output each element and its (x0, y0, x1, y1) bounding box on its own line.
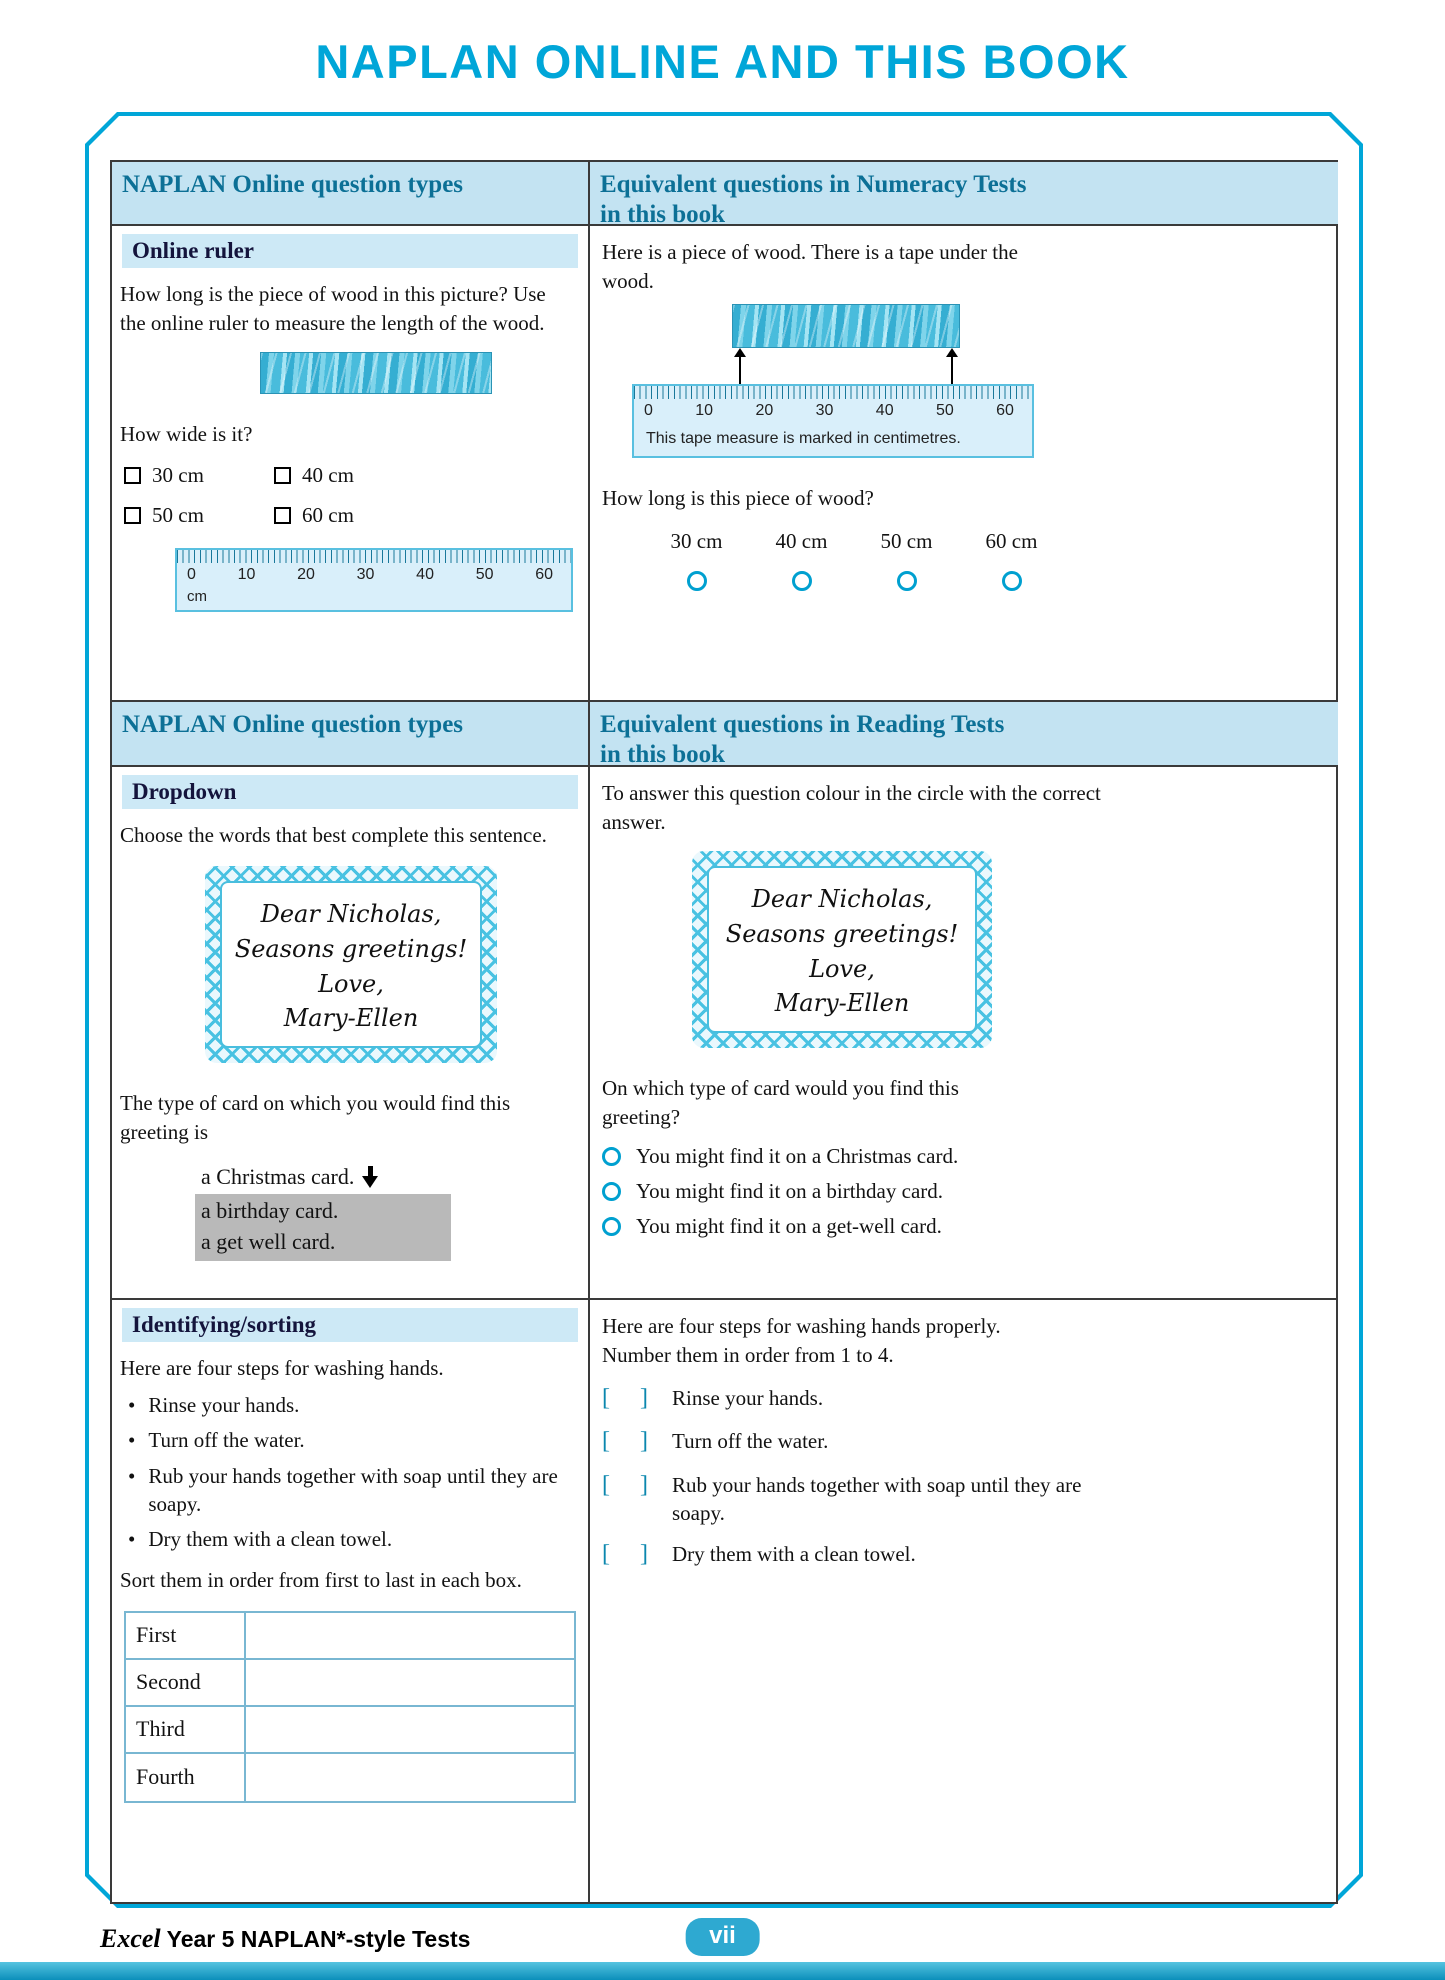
header-online-types-2-text: NAPLAN Online question types (122, 711, 464, 738)
answer-brackets[interactable] (602, 1538, 648, 1570)
length-question-text: How long is this piece of wood? (602, 485, 874, 510)
row-label: Third (126, 1707, 246, 1752)
ruler-number: 30 (356, 565, 375, 583)
answer-brackets[interactable] (602, 1382, 648, 1414)
list-item (128, 1426, 580, 1454)
step-text: Rinse your hands. (672, 1385, 824, 1410)
option-label: 50 cm (152, 502, 204, 527)
checkbox-icon[interactable] (274, 507, 291, 524)
header-online-types-2 (112, 702, 590, 767)
subheader-dropdown: Dropdown (122, 775, 578, 809)
list-item (602, 1427, 1324, 1457)
step-text: Rinse your hands. (148, 1392, 300, 1417)
ruler-number: 10 (695, 401, 714, 419)
dropdown-selected-option[interactable] (195, 1161, 451, 1194)
dropdown-open-list (195, 1194, 451, 1262)
online-ruler[interactable] (175, 548, 573, 612)
dropdown-option-label: a Christmas card. (201, 1164, 355, 1190)
book-title: Year 5 NAPLAN*-style Tests (160, 1926, 471, 1952)
sort-slot-fourth[interactable] (246, 1754, 574, 1801)
ruler-number: 40 (416, 565, 434, 583)
dropdown-option[interactable]: a birthday card. (201, 1197, 339, 1223)
checkbox-icon[interactable] (124, 467, 141, 484)
list-item (602, 1384, 1324, 1414)
option-label: 30 cm (152, 462, 204, 487)
numbering-right-cell (590, 1300, 1338, 1902)
answer-christmas-card[interactable] (602, 1144, 1324, 1169)
bullet-icon: • (128, 1463, 136, 1488)
ruler-number: 10 (237, 565, 256, 583)
sorting-left-cell (112, 1300, 590, 1902)
row-label: Second (126, 1660, 246, 1705)
wood-with-arrows (732, 304, 960, 384)
header-numeracy-equivalent (590, 162, 1338, 226)
list-item (602, 1540, 1324, 1570)
dropdown-arrow-icon[interactable] (362, 1165, 379, 1189)
bracket-close: ] (640, 1541, 648, 1568)
card-line: Mary-Ellen (774, 989, 910, 1018)
row-label: Fourth (126, 1754, 246, 1801)
bottom-accent-bar (0, 1962, 1445, 1980)
width-question-text: How wide is it? (120, 421, 253, 446)
sort-slot-first[interactable] (246, 1613, 574, 1658)
answer-40cm[interactable] (749, 529, 854, 591)
card-line: Love, (318, 969, 384, 998)
greeting-card (205, 866, 497, 1063)
ruler-number: 60 (996, 401, 1014, 419)
answer-50cm[interactable] (854, 529, 959, 591)
ruler-question-text: How long is the piece of wood in this picture? Use the online ruler to measure the length of the wood. (120, 282, 546, 335)
radio-circle-icon[interactable] (1002, 571, 1022, 591)
table-row (126, 1660, 574, 1707)
greeting-card (692, 851, 992, 1048)
answer-label: You might find it on a Christmas card. (636, 1144, 959, 1169)
book-series-title (100, 1924, 470, 1954)
dropdown-question: The type of card on which you would find this greeting is (120, 1091, 511, 1145)
ruler-number: 20 (297, 565, 315, 583)
sorting-instruction: Sort them in order from first to last in each box. (120, 1567, 522, 1592)
option-40cm[interactable] (274, 463, 424, 488)
up-arrow-icon (734, 348, 746, 384)
list-item (602, 1471, 1324, 1528)
option-label: 40 cm (302, 462, 354, 487)
page-title: NAPLAN ONLINE AND THIS BOOK (315, 35, 1130, 88)
comparison-table (110, 160, 1338, 1904)
numbering-steps-list (602, 1384, 1324, 1571)
answer-label: You might find it on a get-well card. (636, 1214, 942, 1239)
header-reading-equivalent (590, 702, 1338, 767)
radio-circle-icon[interactable] (602, 1147, 621, 1166)
tape-measure-caption: This tape measure is marked in centimetres. (646, 429, 961, 447)
answer-label: 30 cm (670, 528, 723, 553)
header-numeracy-line2: in this book (600, 201, 726, 226)
table-row (126, 1707, 574, 1754)
ruler-unit-label: cm (187, 587, 207, 605)
option-30cm[interactable] (124, 463, 274, 488)
checkbox-options (124, 463, 580, 528)
reading-right-cell (590, 767, 1338, 1300)
tape-measure (632, 384, 1034, 458)
greeting-card-inner (707, 866, 977, 1033)
bullet-icon: • (128, 1428, 136, 1453)
list-item (128, 1525, 580, 1553)
header-online-types-1 (112, 162, 590, 226)
option-label: 60 cm (302, 502, 354, 527)
answer-label: 60 cm (985, 528, 1038, 553)
bracket-open: [ (602, 1384, 610, 1411)
card-answer-options (602, 1144, 1324, 1239)
numeracy-right-cell (590, 226, 1338, 702)
step-text: Dry them with a clean towel. (148, 1527, 393, 1552)
greeting-card-inner (220, 881, 482, 1048)
table-row (126, 1613, 574, 1660)
step-text: Rub your hands together with soap until they are soapy. (148, 1463, 558, 1516)
bullet-icon: • (128, 1527, 136, 1552)
radio-circle-icon[interactable] (687, 571, 707, 591)
card-line: Seasons greetings! (725, 919, 959, 948)
washing-steps-list (128, 1391, 580, 1554)
sorting-intro: Here are four steps for washing hands. (120, 1356, 444, 1380)
answer-label: 40 cm (775, 528, 828, 553)
table-row (126, 1754, 574, 1801)
checkbox-icon[interactable] (124, 507, 141, 524)
step-text: Turn off the water. (148, 1428, 305, 1453)
card-line: Seasons greetings! (234, 934, 468, 963)
answer-brackets[interactable] (602, 1425, 648, 1457)
radio-circle-icon[interactable] (602, 1182, 621, 1201)
bracket-open: [ (602, 1541, 610, 1568)
ruler-numbers (634, 402, 1032, 420)
subheader-online-ruler: Online ruler (122, 234, 578, 268)
colour-circle-instruction: To answer this question colour in the circle with the correct answer. (602, 781, 1101, 834)
card-line: Love, (809, 954, 875, 983)
ruler-number: 60 (535, 565, 553, 583)
page-number-badge: vii (685, 1918, 760, 1956)
header-reading-line2: in this book (600, 741, 726, 767)
header-reading-line1: Equivalent questions in Reading Tests (600, 711, 1005, 738)
dropdown-left-cell (112, 767, 590, 1300)
card-line: Dear Nicholas, (260, 899, 442, 928)
header-numeracy-line1: Equivalent questions in Numeracy Tests (600, 171, 1027, 198)
answer-60cm[interactable] (959, 529, 1064, 591)
radio-circle-icon[interactable] (897, 571, 917, 591)
dropdown-instruction: Choose the words that best complete this sentence. (120, 823, 547, 847)
dropdown-control[interactable] (195, 1161, 451, 1261)
sort-order-table (124, 1611, 576, 1803)
wood-image (260, 352, 492, 394)
numbering-intro: Here are four steps for washing hands properly. Number them in order from 1 to 4. (602, 1314, 1001, 1367)
wood-image (732, 304, 960, 348)
sort-slot-second[interactable] (246, 1660, 574, 1705)
up-arrow-icon (946, 348, 958, 384)
ruler-number: 50 (935, 401, 954, 419)
online-ruler-left-cell (112, 226, 590, 702)
ruler-number: 50 (475, 565, 494, 583)
subheader-identifying-sorting: Identifying/sorting (122, 1308, 578, 1342)
answer-label: 50 cm (880, 528, 933, 553)
option-50cm[interactable] (124, 503, 274, 528)
step-text: Rub your hands together with soap until they are soapy. (672, 1472, 1082, 1526)
bracket-close: ] (640, 1428, 648, 1455)
ruler-number: 40 (875, 401, 894, 419)
step-text: Turn off the water. (672, 1429, 829, 1454)
row-label: First (126, 1613, 246, 1658)
list-item (128, 1391, 580, 1419)
ruler-number: 30 (815, 401, 834, 419)
answer-label: You might find it on a birthday card. (636, 1179, 944, 1204)
header-online-types-1-text: NAPLAN Online question types (122, 171, 464, 198)
sort-slot-third[interactable] (246, 1707, 574, 1752)
checkbox-icon[interactable] (274, 467, 291, 484)
radio-circle-icon[interactable] (792, 571, 812, 591)
bullet-icon: • (128, 1392, 136, 1417)
dropdown-option[interactable]: a get well card. (201, 1228, 336, 1254)
ruler-numbers (177, 566, 571, 584)
bracket-open: [ (602, 1471, 610, 1498)
bracket-close: ] (640, 1384, 648, 1411)
answer-birthday-card[interactable] (602, 1179, 1324, 1204)
ruler-number: 0 (187, 565, 196, 583)
ruler-number: 20 (755, 401, 774, 419)
card-type-question: On which type of card would you find this greeting? (602, 1076, 959, 1130)
answer-get-well-card[interactable] (602, 1214, 1324, 1239)
answer-30cm[interactable] (644, 529, 749, 591)
ruler-number: 0 (644, 401, 653, 419)
series-name: Excel (100, 1924, 161, 1953)
bracket-open: [ (602, 1428, 610, 1455)
radio-circle-icon[interactable] (602, 1217, 621, 1236)
card-line: Mary-Ellen (283, 1004, 419, 1033)
bracket-close: ] (640, 1471, 648, 1498)
card-line: Dear Nicholas, (751, 884, 933, 913)
list-item (128, 1462, 580, 1519)
option-60cm[interactable] (274, 503, 424, 528)
answer-brackets[interactable] (602, 1469, 648, 1528)
answer-options (644, 529, 1324, 591)
wood-intro-text: Here is a piece of wood. There is a tape under the wood. (602, 240, 1018, 293)
arrow-pointers (732, 348, 960, 384)
step-text: Dry them with a clean towel. (672, 1542, 916, 1567)
